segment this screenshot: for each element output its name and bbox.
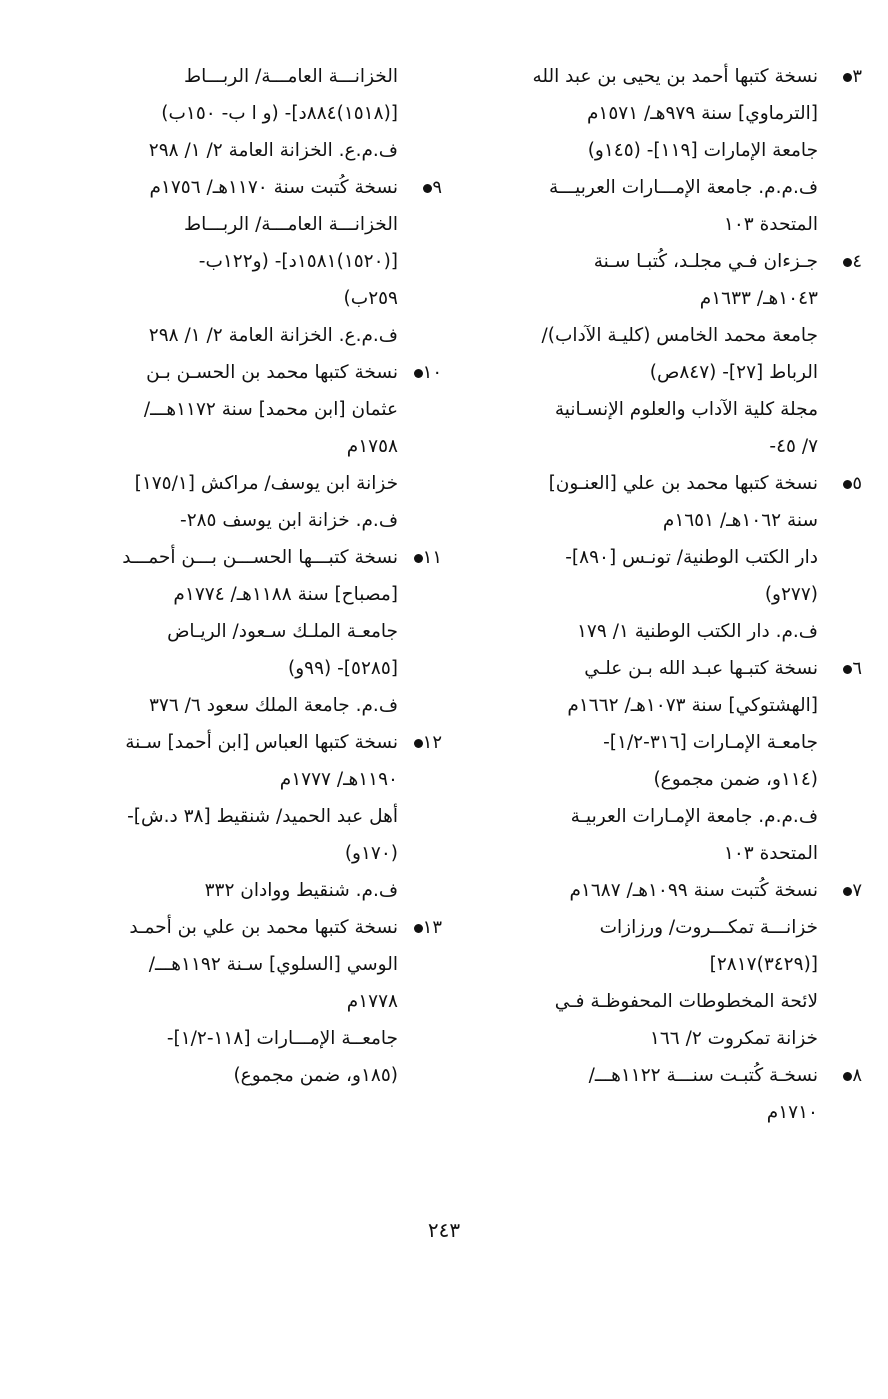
catalog-entry [468,58,862,243]
entry-number-text: ٦ [852,658,862,679]
entry-number-text: ١٣ [422,917,442,938]
entry-number-text: ٨ [852,1065,862,1086]
entry-line: جامعـة الملـك سـعود/ الريـاض [167,621,398,642]
entry-line: نسخة كتبها محمد بن علي [العنـون] [548,473,818,494]
entry-number [820,872,862,909]
entry-number-text: ١٢ [422,732,442,753]
entry-line: ١٠٤٣هـ/ ١٦٣٣م [699,288,818,309]
entry-line: نسخة كتبها أحمد بن يحيى بن عبد الله [532,66,818,87]
entry-line: جامعـة الإمـارات [٣١٦-١/٢]- [603,732,818,753]
entry-number [820,465,862,502]
left-column [78,58,442,1094]
bullet-icon [843,73,852,82]
entry-line: ف.م. خزانة ابن يوسف ٢٨٥- [180,510,398,531]
bullet-icon [414,924,423,933]
entry-line: مجلة كلية الآداب والعلوم الإنسـانية [554,399,818,420]
entry-line: جامعــة الإمـــارات [١١٨-١/٢]- [166,1028,398,1049]
bullet-icon [423,184,432,193]
bullet-icon [843,665,852,674]
bullet-icon [414,369,423,378]
entry-line: عثمان [ابن محمد] سنة ١١٧٢هـــ/ [143,399,398,420]
page-number: ٢٤٣ [427,1218,461,1242]
entry-line: (١١٤و، ضمن مجموع) [653,769,818,790]
entry-number [820,1057,862,1094]
entry-line: ١٧٥٨م [346,436,398,457]
entry-line: [الترماوي] سنة ٩٧٩هـ/ ١٥٧١م [586,103,818,124]
entry-line: [مصباح] سنة ١١٨٨هـ/ ١٧٧٤م [173,584,398,605]
entry-number [400,169,442,206]
entry-line: الرباط [٢٧]- (٨٤٧ص) [649,362,818,383]
entry-line: ف.م.م. جامعة الإمـــارات العربيـــة [549,177,818,198]
catalog-entry [78,354,442,539]
catalog-entry [78,909,442,1094]
catalog-entry [78,169,442,354]
entry-line: ٢٥٩ب) [343,288,398,309]
catalog-entry [78,58,398,169]
bullet-icon [843,480,852,489]
entry-line: ١٧٧٨م [346,991,398,1012]
entry-line: ف.م.ع. الخزانة العامة ٢/ ١/ ٢٩٨ [148,140,398,161]
entry-number [400,724,442,761]
entry-line: خزانـــة تمكـــروت/ ورزازات [599,917,818,938]
entry-line: نسخة كُتبت سنة ١١٧٠هـ/ ١٧٥٦م [149,177,398,198]
entry-line: الخزانـــة العامـــة/ الربـــاط [184,66,398,87]
entry-number [400,354,442,391]
entry-number-text: ٥ [852,473,862,494]
catalog-entry [468,1057,862,1131]
entry-line: نسخة كُتبت سنة ١٠٩٩هـ/ ١٦٨٧م [569,880,818,901]
entry-line: [(١٥١٨)٨٨٤د]- (و ا ب- ١٥٠ب) [161,103,398,124]
catalog-entry [468,465,862,650]
entry-line: نسخة كتبها محمد بن الحسـن بـن [146,362,398,383]
catalog-entry [468,872,862,1057]
entry-line: سنة ١٠٦٢هـ/ ١٦٥١م [662,510,818,531]
entry-number [820,243,862,280]
bullet-icon [843,887,852,896]
entry-number-text: ٣ [852,66,862,87]
entry-line: خزانة تمكروت ٢/ ١٦٦ [649,1028,818,1049]
bullet-icon [414,739,423,748]
entry-line: ١١٩٠هـ/ ١٧٧٧م [279,769,398,790]
entry-number-text: ٤ [852,251,862,272]
bullet-icon [414,554,423,563]
entry-line: نسخة كتبـــها الحســـن بـــن أحمـــد [122,547,398,568]
entry-number [820,58,862,95]
entry-line: (١٨٥و، ضمن مجموع) [233,1065,398,1086]
entry-line: جامعة الإمارات [١١٩]- (١٤٥و) [587,140,818,161]
entry-line: جـزءان فـي مجلـد، كُتبـا سـنة [593,251,818,272]
entry-line: نسخة كتبها محمد بن علي بن أحمـد [129,917,398,938]
entry-line: نسخة كتبها العباس [ابن أحمد] سـنة [125,732,398,753]
entry-number [400,539,442,576]
entry-line: نسخـة كُتبـت سنـــة ١١٢٢هـــ/ [588,1065,818,1086]
entry-line: المتحدة ١٠٣ [723,843,818,864]
entry-line: الوسي [السلوي] سـنة ١١٩٢هـــ/ [148,954,398,975]
entry-line: ف.م.ع. الخزانة العامة ٢/ ١/ ٢٩٨ [148,325,398,346]
entry-line: ف.م. جامعة الملك سعود ٦/ ٣٧٦ [148,695,398,716]
catalog-entry [78,724,442,909]
entry-line: ٧/ ٤٥- [769,436,818,457]
entry-line: ف.م. دار الكتب الوطنية ١/ ١٧٩ [577,621,818,642]
entry-number-text: ١١ [422,547,442,568]
right-column [468,58,862,1131]
entry-line: أهل عبد الحميد/ شنقيط [٣٨ د.ش]- [127,806,398,827]
entry-line: (٢٧٧و) [764,584,818,605]
catalog-entry [468,243,862,465]
entry-number [400,909,442,946]
entry-line: [(٣٤٢٩)٢٨١٧] [709,954,818,975]
entry-line: [الهشتوكي] سنة ١٠٧٣هـ/ ١٦٦٢م [567,695,818,716]
entry-line: دار الكتب الوطنية/ تونـس [٨٩٠]- [565,547,818,568]
entry-line: لائحة المخطوطات المحفوظـة فـي [554,991,818,1012]
entry-line: ١٧١٠م [766,1102,818,1123]
entry-line: جامعة محمد الخامس (كليـة الآداب)/ [541,325,818,346]
entry-number-text: ٩ [432,177,442,198]
catalog-entry [468,650,862,872]
entry-line: الخزانـــة العامـــة/ الربـــاط [184,214,398,235]
bullet-icon [843,258,852,267]
entry-number-text: ١٠ [422,362,442,383]
entry-number-text: ٧ [852,880,862,901]
entry-line: خزانة ابن يوسف/ مراكش [١٧٥/١] [134,473,398,494]
entry-number [820,650,862,687]
entry-line: المتحدة ١٠٣ [723,214,818,235]
entry-line: [٥٢٨٥]- (٩٩و) [288,658,398,679]
catalog-entry [78,539,442,724]
entry-line: (١٧٠و) [344,843,398,864]
entry-line: [(١٥٢٠)١٥٨١د]- (و١٢٢ب- [198,251,398,272]
entry-line: ف.م. شنقيط ووادان ٣٣٢ [204,880,398,901]
entry-line: نسخة كتبـها عبـد الله بـن علـي [584,658,818,679]
bullet-icon [843,1072,852,1081]
entry-line: ف.م.م. جامعة الإمـارات العربيـة [570,806,818,827]
